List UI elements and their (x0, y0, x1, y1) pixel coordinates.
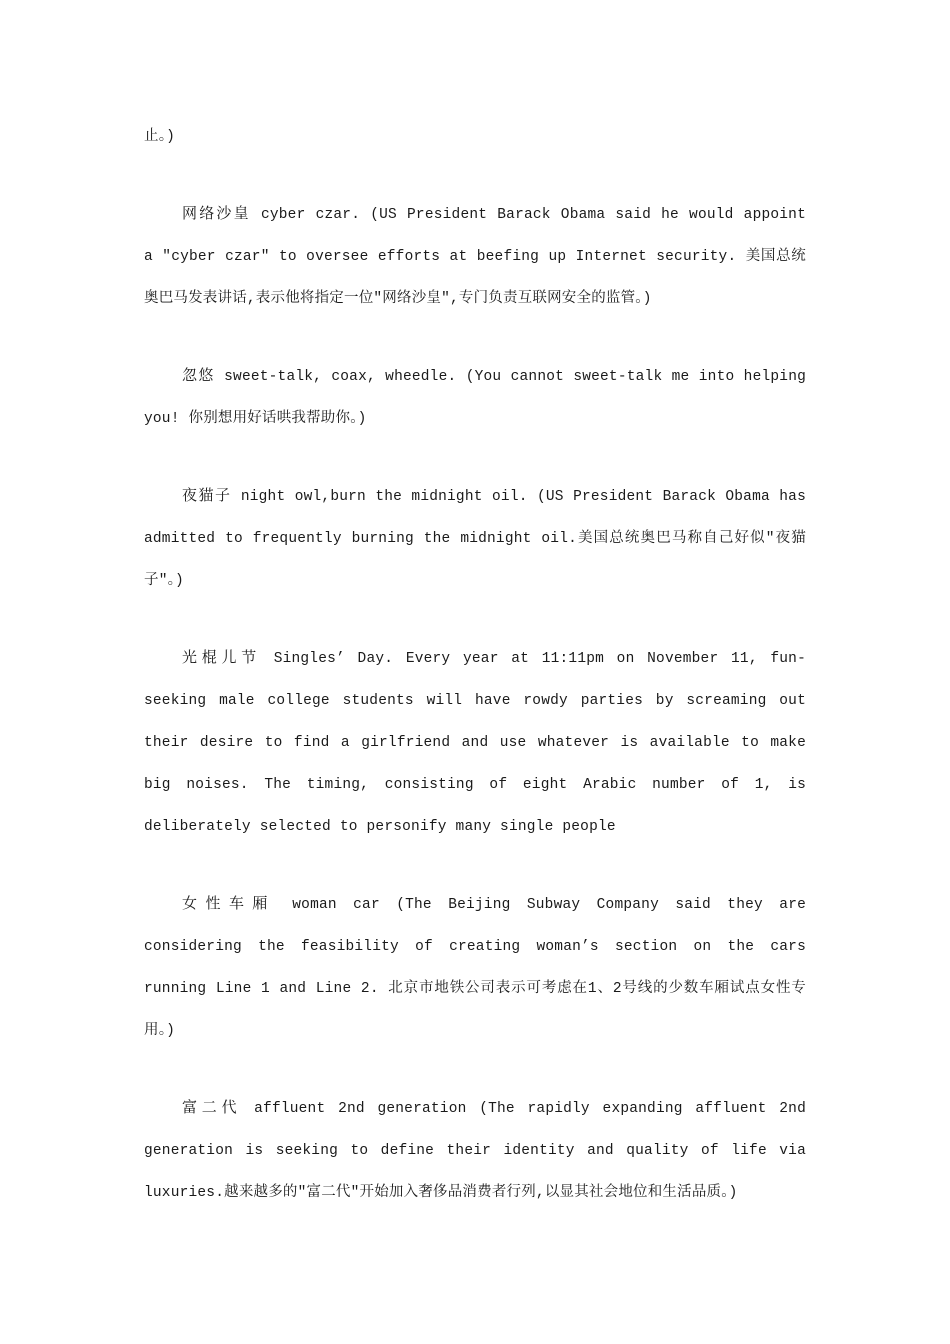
paragraph-gap (144, 602, 806, 638)
paragraph-cyber-czar (144, 194, 806, 320)
term-chinese: 夜猫子 (182, 488, 232, 504)
paragraph-text: night owl,burn the midnight oil. (US President Barack Obama has admitted to frequently burning the midnight oil.美国总统奥巴马称自己好似"夜猫子"。) (144, 489, 806, 589)
paragraph-text: Singles’ Day. Every year at 11:11pm on November 11, fun-seeking male college students will have rowdy parties by screaming out their desire to find a girlfriend and use whatever is available to make big noises. The timing, consisting of eight Arabic number of 1, is deliberately selected to personify many single people (144, 651, 806, 835)
term-chinese: 光棍儿节 (182, 650, 262, 666)
paragraph-sweet-talk (144, 356, 806, 440)
paragraph-gap (144, 1052, 806, 1088)
term-chinese: 网络沙皇 (182, 206, 251, 222)
term-chinese: 忽悠 (182, 368, 215, 384)
paragraph-affluent-2nd (144, 1088, 806, 1214)
paragraph-singles-day (144, 638, 806, 848)
paragraph-text: cyber czar. (US President Barack Obama said he would appoint a "cyber czar" to oversee efforts at beefing up Internet security. 美国总统奥巴马发表讲话,表示他将指定一位"网络沙皇",专门负责互联网安全的监管。) (144, 207, 806, 307)
term-chinese: 富二代 (182, 1100, 242, 1116)
paragraph-gap (144, 320, 806, 356)
paragraph-text: sweet-talk, coax, wheedle. (You cannot sweet-talk me into helping you! 你别想用好话哄我帮助你。) (144, 369, 806, 427)
document-body (144, 116, 806, 1214)
paragraph-night-owl (144, 476, 806, 602)
paragraph-text: 止。) (144, 129, 176, 145)
paragraph-fragment (144, 116, 806, 158)
paragraph-gap (144, 848, 806, 884)
paragraph-woman-car (144, 884, 806, 1052)
paragraph-text: woman car (The Beijing Subway Company said they are considering the feasibility of creating woman’s section on the cars running Line 1 and Line 2. 北京市地铁公司表示可考虑在1、2号线的少数车厢试点女性专用。) (144, 897, 806, 1039)
paragraph-gap (144, 158, 806, 194)
term-chinese: 女性车厢 (182, 896, 276, 912)
paragraph-gap (144, 440, 806, 476)
paragraph-text: affluent 2nd generation (The rapidly expanding affluent 2nd generation is seeking to define their identity and quality of life via luxuries.越来越多的"富二代"开始加入奢侈品消费者行列,以显其社会地位和生活品质。) (144, 1101, 806, 1201)
